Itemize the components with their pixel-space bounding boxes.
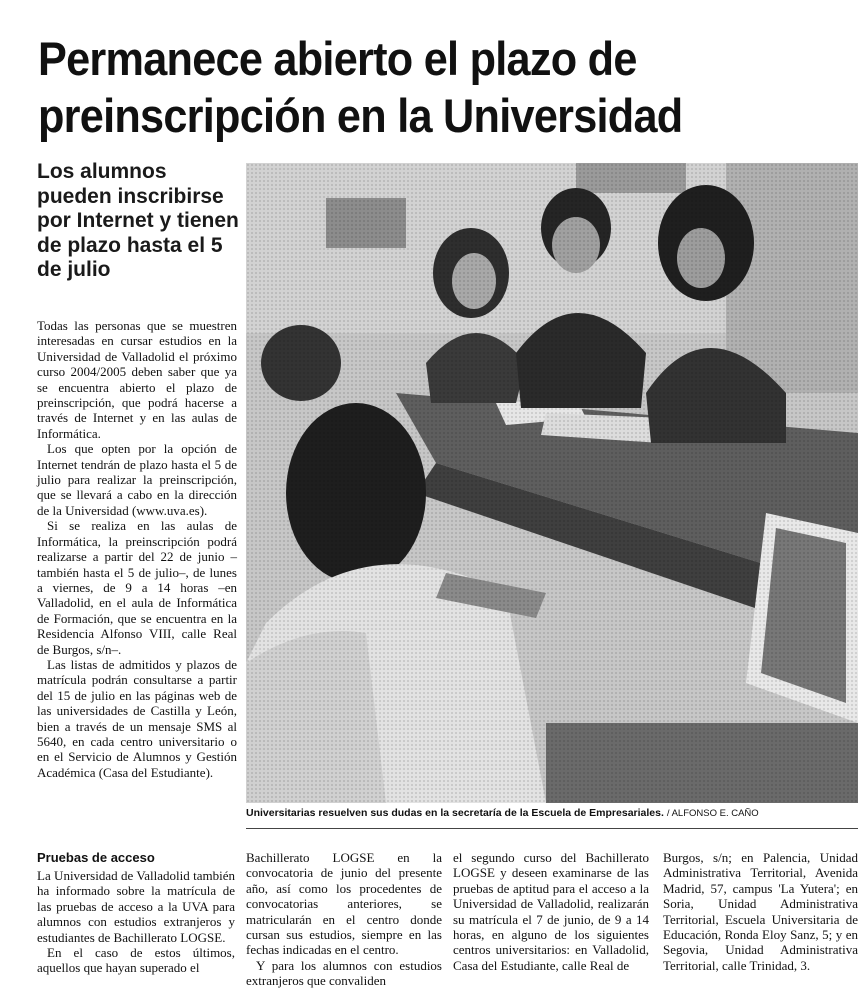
paragraph: En el caso de estos últimos, aquellos que hayan superado el (37, 945, 235, 976)
paragraph: Todas las personas que se muestren interesadas en cursar estudios en la Universidad de Valladolid el próximo curso 2004/2005 deben saber que ya se encuentra abierto el plazo de preinscripción, que podrá hacerse a través de Internet y en las aulas de Informática. (37, 318, 237, 441)
paragraph: Si se realiza en las aulas de Informática, la preinscripción podrá realizarse a partir del 22 de junio –también hasta el 5 de julio–, de lunes a viernes, de 9 a 14 horas –en Valladolid, en el aula de Informática de Formación, que se encuentra en la Residencia Alfonso VIII, calle Real de Burgos, s/n–. (37, 518, 237, 657)
headline: Permanece abierto el plazo de preinscripción en la Universidad (38, 32, 683, 142)
photo-caption (246, 807, 858, 819)
photo-credit: / ALFONSO E. CAÑO (666, 808, 759, 819)
section-heading: Pruebas de acceso (37, 850, 155, 865)
left-column (37, 318, 237, 780)
divider (246, 828, 858, 829)
paragraph: La Universidad de Valladolid también ha informado sobre la matrícula de las pruebas de acceso a la UVA para alumnos con estudios extranjeros y estudiantes de Bachillerato LOGSE. (37, 868, 235, 945)
caption-text: Universitarias resuelven sus dudas en la secretaría de la Escuela de Empresariales. (246, 807, 664, 819)
paragraph: Bachillerato LOGSE en la convocatoria de junio del presente año, así como los procedentes de convocatorias anteriores, se matricularán en el centro donde cursan sus estudios, siempre en las fechas indicadas en el centro. (246, 850, 442, 958)
paragraph: Las listas de admitidos y plazos de matrícula podrán consultarse a partir del 15 de julio en las páginas web de las universidades de Castilla y León, bien a través de un mensaje SMS al 5640, en cada centro universitario o en el Servicio de Alumnos y Gestión Académica (Casa del Estudiante). (37, 656, 237, 780)
paragraph: Burgos, s/n; en Palencia, Unidad Administrativa Territorial, Avenida Madrid, 57, campus 'La Yutera'; en Soria, Unidad Administrativa Territorial, Escuela Universitaria de Educación, Ronda Eloy Sanz, 5; y en Segovia, Unidad Administrativa Territorial, calle Trinidad, 3. (663, 850, 858, 973)
paragraph: Los que opten por la opción de Internet tendrán de plazo hasta el 5 de julio para realizar la preinscripción, que se llevará a cabo en la dirección de la Universidad (www.uva.es). (37, 441, 237, 518)
photo-illustration (246, 163, 858, 803)
subheadline: Los alumnos pueden inscribirse por Internet y tienen de plazo hasta el 5 de julio (37, 160, 239, 281)
bottom-column-2 (246, 850, 442, 989)
bottom-column-3 (453, 850, 649, 973)
news-photo (246, 163, 858, 803)
bottom-column-1 (37, 850, 235, 976)
paragraph: el segundo curso del Bachillerato LOGSE y deseen examinarse de las pruebas de aptitud para el acceso a la Universidad de Valladolid, realizarán su matrícula el 7 de junio, de 9 a 14 horas, en alguno de los siguientes centros universitarios: en Valladolid, Casa del Estudiante, calle Real de (453, 850, 649, 973)
paragraph: Y para los alumnos con estudios extranjeros que convaliden (246, 957, 442, 989)
bottom-column-4 (663, 850, 858, 973)
